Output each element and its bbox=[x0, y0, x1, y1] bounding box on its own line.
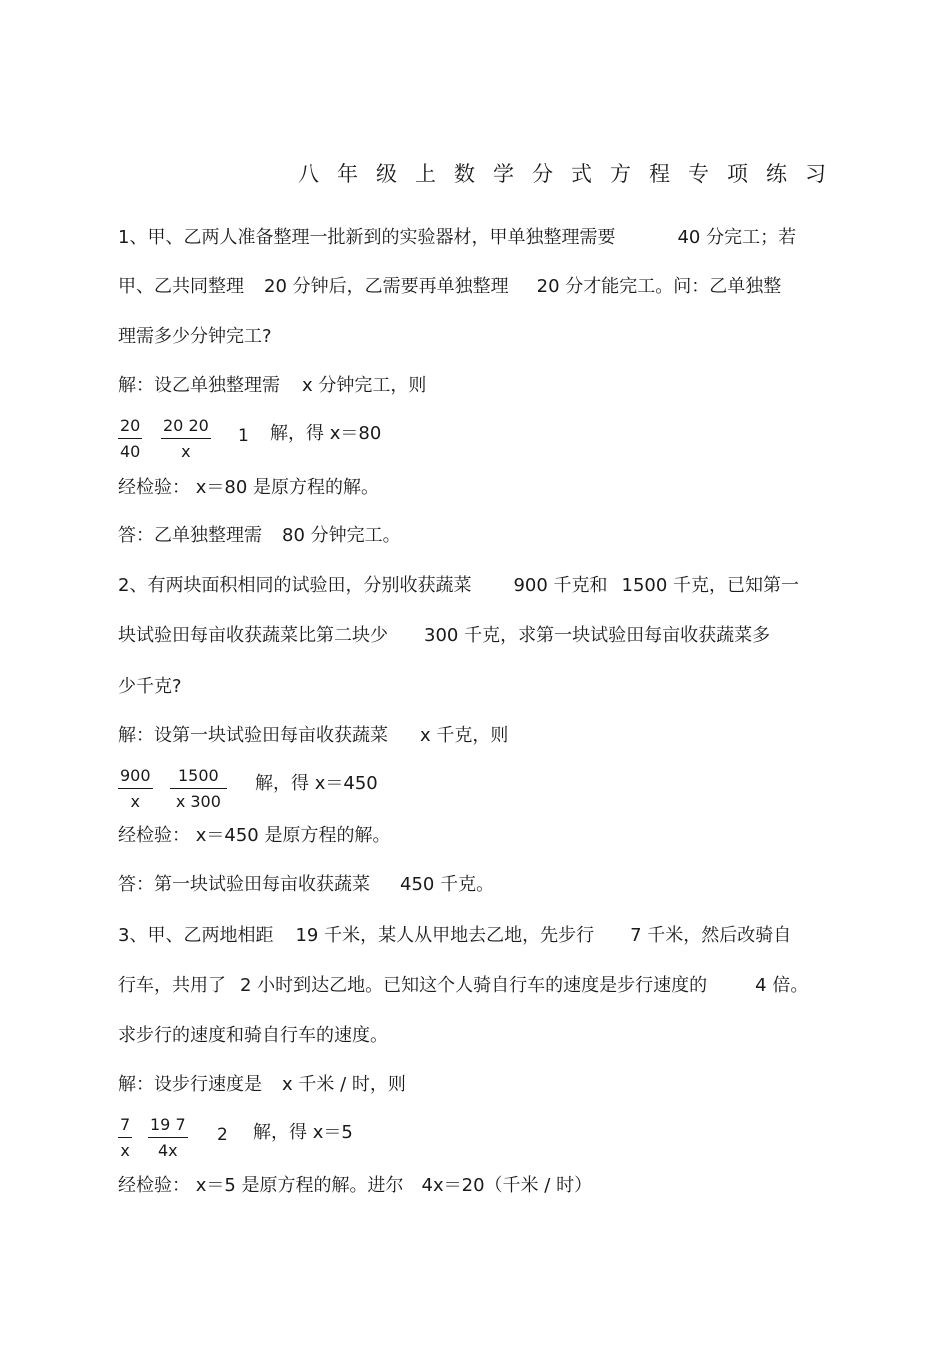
denominator: 4x bbox=[157, 1141, 178, 1160]
text: 20 分才能完工。问：乙单独整 bbox=[536, 276, 782, 297]
equation-result: 解，得 x＝450 bbox=[255, 773, 378, 794]
problem-2-line-1 bbox=[118, 574, 799, 598]
fraction bbox=[170, 766, 227, 812]
problem-2-solution bbox=[118, 724, 508, 748]
problem-1-check: 经检验： x＝80 是原方程的解。 bbox=[118, 477, 379, 498]
problem-2-check: 经检验： x＝450 是原方程的解。 bbox=[118, 825, 391, 846]
numerator: 900 bbox=[118, 766, 153, 789]
text: 答：第一块试验田每亩收获蔬菜 bbox=[118, 874, 370, 895]
text: 19 千米，某人从甲地去乙地，先步行 bbox=[295, 925, 595, 946]
text: x 分钟完工，则 bbox=[302, 375, 427, 396]
numerator: 20 bbox=[118, 416, 142, 439]
text: 80 分钟完工。 bbox=[282, 525, 401, 546]
text: 行车，共用了 bbox=[118, 975, 226, 996]
page-title: 八年级上数学分式方程专项练习 bbox=[298, 162, 844, 186]
denominator: 40 bbox=[120, 442, 141, 461]
text: 7 千米，然后改骑自 bbox=[630, 925, 792, 946]
problem-3-solution bbox=[118, 1073, 406, 1097]
text: x 千克，则 bbox=[420, 725, 509, 746]
equation-result: 解，得 x＝80 bbox=[270, 423, 382, 444]
problem-1-solution bbox=[118, 374, 426, 398]
equation-rhs: 1 bbox=[238, 426, 249, 446]
text: 900 千克和 bbox=[513, 575, 608, 596]
numerator: 1500 bbox=[170, 766, 227, 789]
text: 1、甲、乙两人准备整理一批新到的实验器材，甲单独整理需要 bbox=[118, 227, 616, 248]
denominator: x bbox=[181, 442, 191, 461]
problem-3-line-2 bbox=[118, 974, 808, 998]
text: 块试验田每亩收获蔬菜比第二块少 bbox=[118, 625, 388, 646]
equation-result: 解，得 x＝5 bbox=[253, 1122, 353, 1143]
numerator: 20 20 bbox=[161, 416, 211, 439]
problem-1-answer bbox=[118, 524, 401, 548]
fraction bbox=[118, 1115, 132, 1161]
text: 1500 千克，已知第一 bbox=[621, 575, 800, 596]
text: 2 小时到达乙地。已知这个人骑自行车的速度是步行速度的 bbox=[240, 975, 708, 996]
text: 解：设步行速度是 bbox=[118, 1074, 262, 1095]
fraction bbox=[118, 766, 153, 812]
numerator: 19 7 bbox=[148, 1115, 188, 1138]
text: 解：设乙单独整理需 bbox=[118, 375, 280, 396]
denominator: x bbox=[120, 1141, 130, 1160]
text: 经检验： x＝5 是原方程的解。进尔 bbox=[118, 1175, 404, 1196]
fraction bbox=[161, 416, 211, 462]
denominator: x 300 bbox=[175, 792, 221, 811]
problem-1-line-2 bbox=[118, 275, 781, 299]
fraction bbox=[148, 1115, 188, 1161]
problem-1-line-3: 理需多少分钟完工? bbox=[118, 326, 272, 347]
text: 20 分钟后，乙需要再单独整理 bbox=[264, 276, 509, 297]
problem-3-line-3: 求步行的速度和骑自行车的速度。 bbox=[118, 1025, 388, 1046]
text: 3、甲、乙两地相距 bbox=[118, 925, 274, 946]
text: 4 倍。 bbox=[755, 975, 809, 996]
text: 2、有两块面积相同的试验田，分别收获蔬菜 bbox=[118, 575, 472, 596]
text: 40 分完工；若 bbox=[677, 227, 797, 248]
denominator: x bbox=[130, 792, 140, 811]
problem-3-line-1 bbox=[118, 924, 791, 948]
problem-3-check bbox=[118, 1174, 592, 1198]
text: x 千米 / 时，则 bbox=[282, 1074, 406, 1095]
problem-1-line-1 bbox=[118, 226, 796, 250]
text: 答：乙单独整理需 bbox=[118, 525, 262, 546]
text: 甲、乙共同整理 bbox=[118, 276, 244, 297]
text: 450 千克。 bbox=[400, 874, 495, 895]
numerator: 7 bbox=[118, 1115, 132, 1138]
problem-2-answer bbox=[118, 873, 494, 897]
problem-2-line-3: 少千克? bbox=[118, 676, 182, 697]
text: 4x＝20（千米 / 时） bbox=[421, 1175, 593, 1196]
fraction bbox=[118, 416, 142, 462]
equation-rhs: 2 bbox=[217, 1125, 228, 1145]
text: 解：设第一块试验田每亩收获蔬菜 bbox=[118, 725, 388, 746]
text: 300 千克，求第一块试验田每亩收获蔬菜多 bbox=[424, 625, 771, 646]
problem-2-line-2 bbox=[118, 624, 770, 648]
